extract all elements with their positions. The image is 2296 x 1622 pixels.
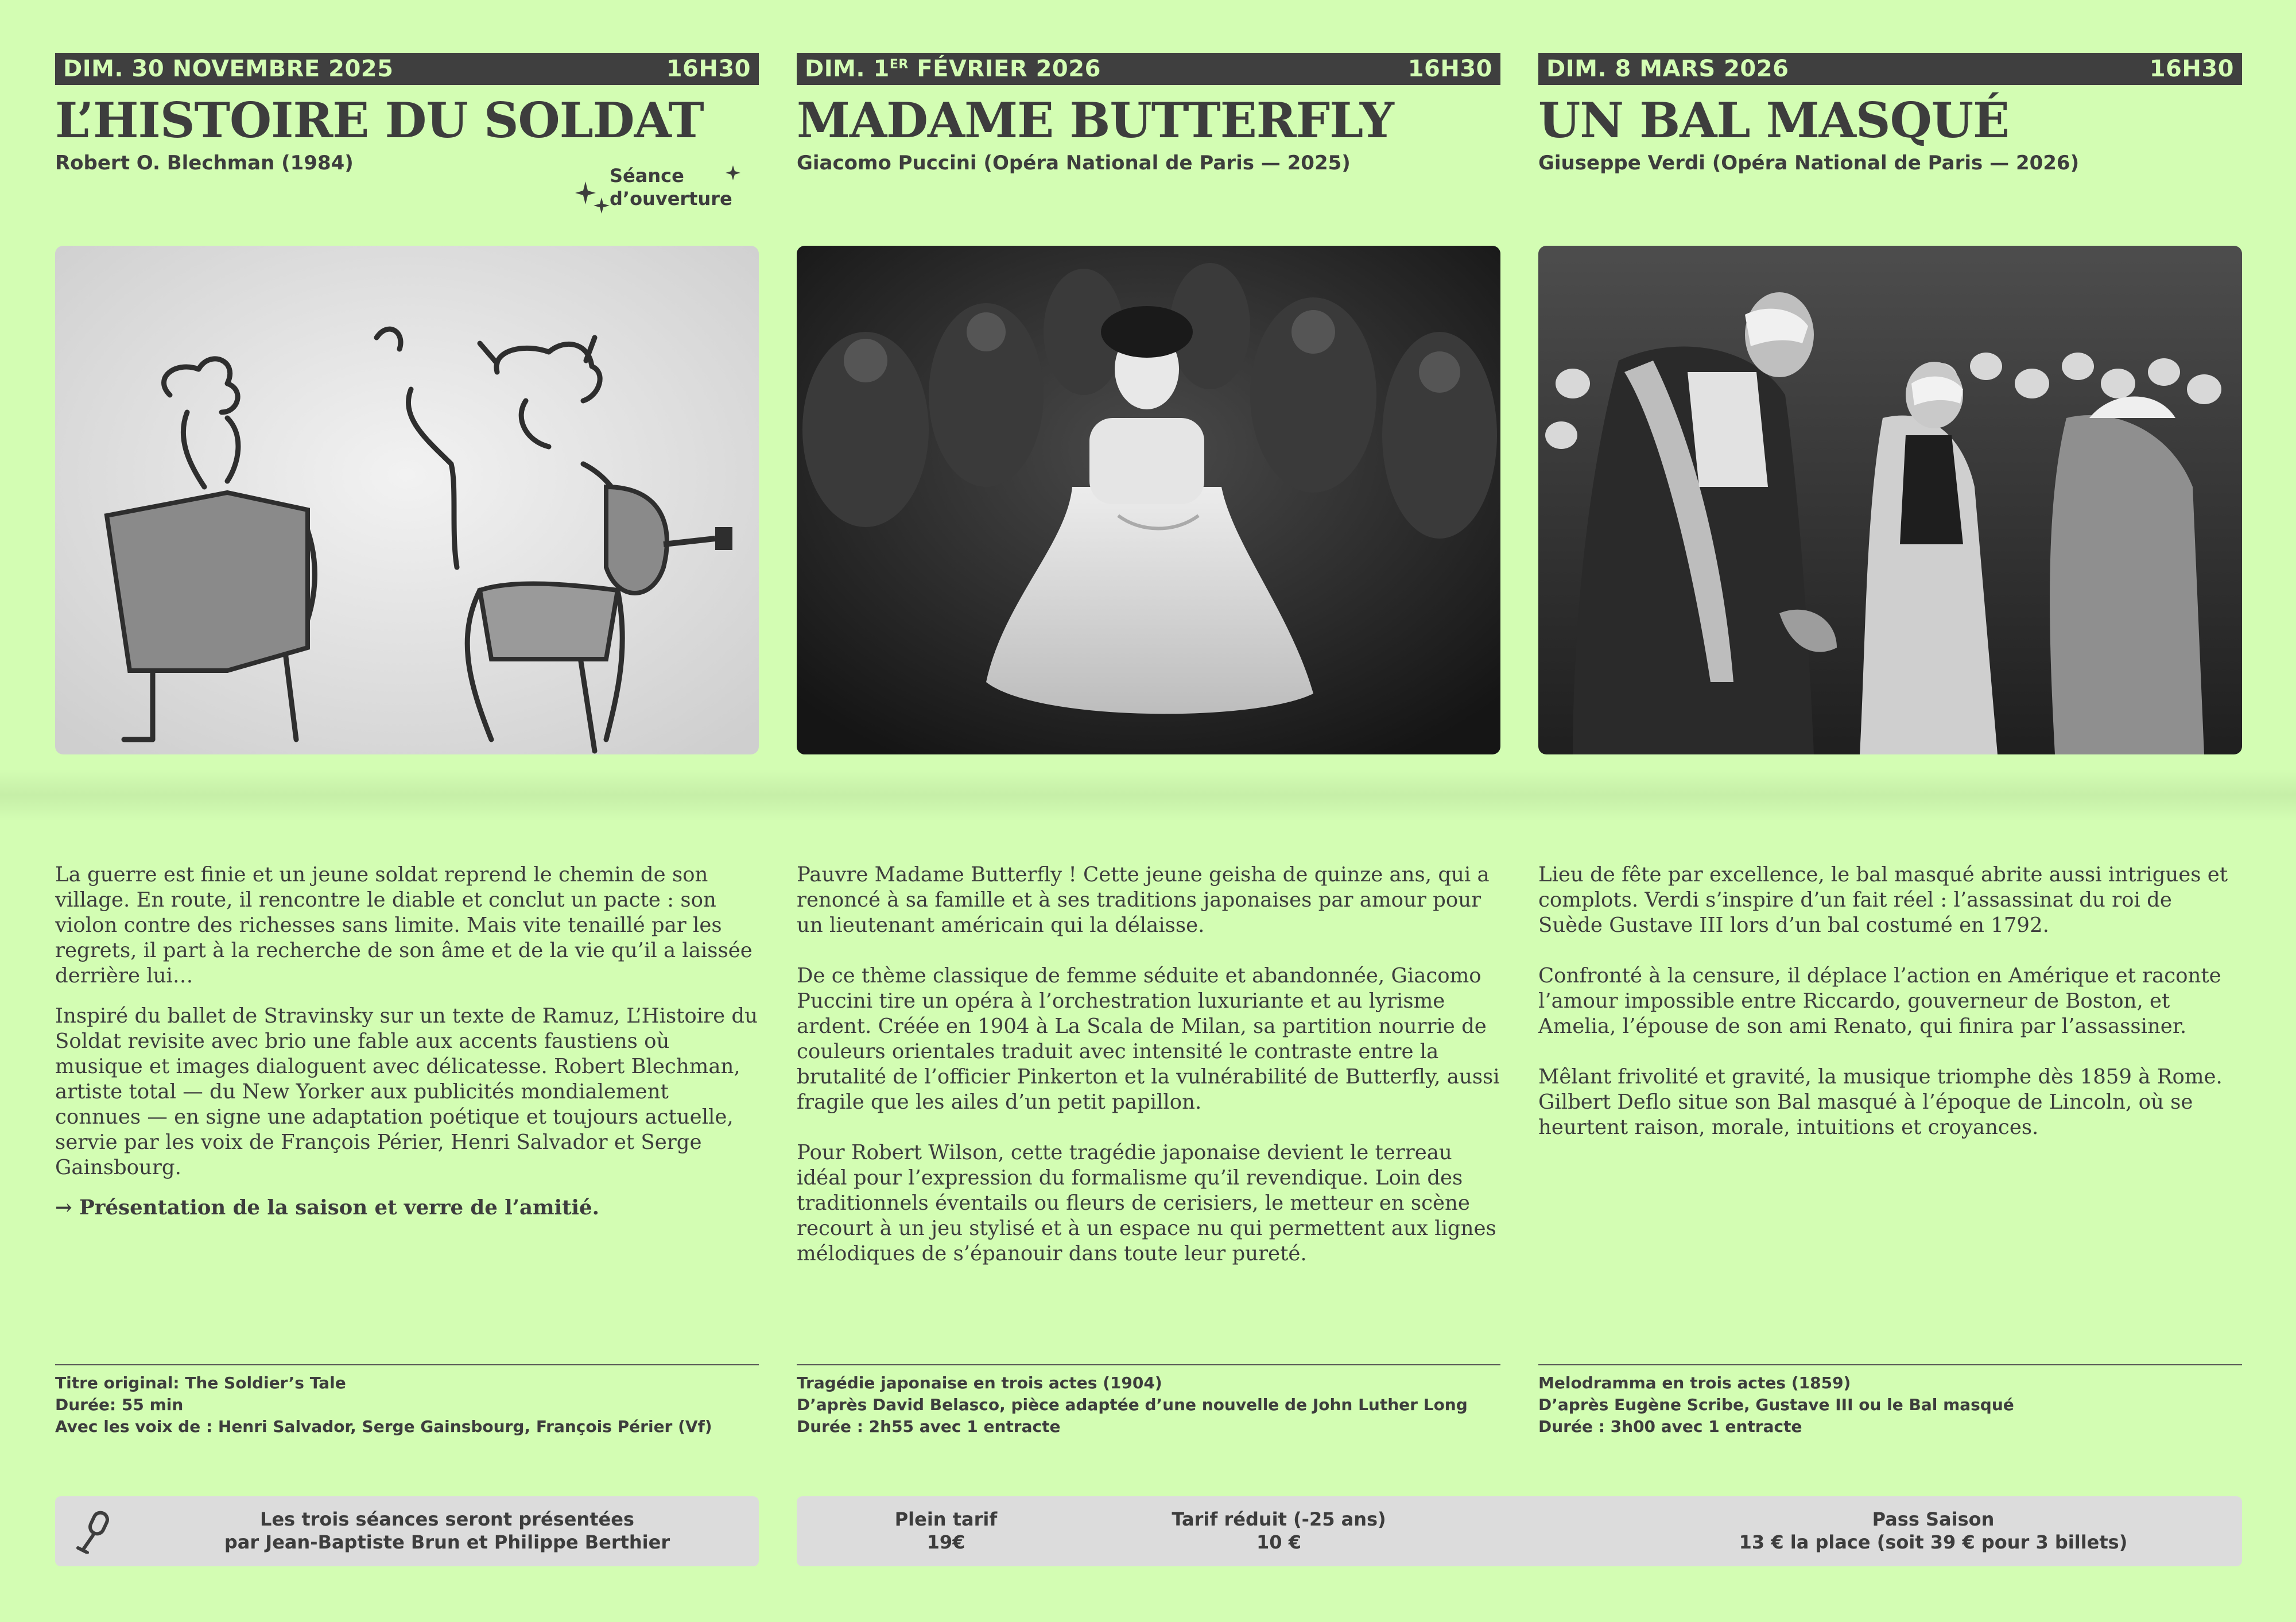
price-value: 10 € — [1256, 1531, 1301, 1553]
event-description — [797, 862, 1500, 1282]
price-label: Tarif réduit (-25 ans) — [1172, 1508, 1386, 1530]
presenters-box — [55, 1496, 759, 1566]
meta-line: D’après Eugène Scribe, Gustave III ou le Bal masqué — [1538, 1395, 2014, 1414]
event-time: 16H30 — [2149, 56, 2234, 82]
pricing-box — [797, 1496, 2242, 1566]
meta-line: Durée : 3h00 avec 1 entracte — [1538, 1417, 1802, 1436]
event-title: L’HISTOIRE DU SOLDAT — [55, 92, 704, 149]
price-season-pass — [1669, 1508, 2197, 1554]
opening-session-badge — [575, 163, 759, 226]
badge-line-2: d’ouverture — [610, 188, 732, 210]
presenters-line-2: par Jean-Baptiste Brun et Philippe Berthier — [224, 1531, 670, 1553]
event-photo — [797, 246, 1500, 754]
event-subtitle: Giuseppe Verdi (Opéra National de Paris — 2026) — [1538, 152, 2080, 175]
price-full — [797, 1508, 1095, 1554]
event-meta — [55, 1364, 759, 1438]
meta-line: D’après David Belasco, pièce adaptée d’une nouvelle de John Luther Long — [797, 1395, 1468, 1414]
price-value: 13 € la place (soit 39 € pour 3 billets) — [1739, 1531, 2128, 1553]
event-illustration — [55, 246, 759, 754]
presenters-line-1: Les trois séances seront présentées — [260, 1508, 634, 1530]
description-paragraph: Confronté à la censure, il déplace l’action en Amérique et raconte l’amour impossible entre Riccardo, gouverneur de Boston, et Amelia, l’épouse de son ami Renato, qui finira par l’assassiner. — [1538, 964, 2221, 1038]
meta-line: Avec les voix de : Henri Salvador, Serge Gainsbourg, François Périer (Vf) — [55, 1417, 712, 1436]
event-photo — [1538, 246, 2242, 754]
page-fold-shadow — [0, 769, 2296, 821]
event-description — [1538, 862, 2242, 1155]
description-paragraph: La guerre est finie et un jeune soldat reprend le chemin de son village. En route, il rencontre le diable et conclut un pacte : son violon contre des richesses sans limite. Mais vite tenaillé par les regrets, il part à la recherche de son âme et de la vie qu’il a laissée derrière lui… — [55, 863, 753, 988]
badge-line-1: Séance — [610, 165, 684, 187]
event-column-1 — [55, 53, 759, 1436]
event-time: 16H30 — [666, 56, 751, 82]
event-date: DIM. 30 NOVEMBRE 2025 — [63, 56, 394, 82]
event-date — [805, 56, 1101, 82]
description-paragraph: Pauvre Madame Butterfly ! Cette jeune geisha de quinze ans, qui a renoncé à sa famille et à ses traditions japonaises par amour pour un lieutenant américain qui la délaisse. — [797, 863, 1490, 937]
meta-line: Titre original: The Soldier’s Tale — [55, 1373, 346, 1392]
description-paragraph: Lieu de fête par excellence, le bal masqué abrite aussi intrigues et complots. Verdi s’inspire d’un fait réel : l’assassinat du roi de Suède Gustave III lors d’un bal costumé en 1792. — [1538, 863, 2228, 937]
event-subtitle: Giacomo Puccini (Opéra National de Paris — 2025) — [797, 152, 1351, 175]
price-reduced — [1118, 1508, 1440, 1554]
event-meta — [1538, 1364, 2242, 1438]
event-meta — [797, 1364, 1500, 1438]
date-bar — [55, 53, 759, 85]
price-value: 19€ — [926, 1531, 965, 1553]
price-label: Pass Saison — [1872, 1508, 1995, 1530]
microphone-icon — [72, 1510, 113, 1554]
event-column-2 — [797, 53, 1500, 1436]
event-description — [55, 862, 759, 1236]
date-bar — [797, 53, 1500, 85]
event-time: 16H30 — [1407, 56, 1492, 82]
date-bar — [1538, 53, 2242, 85]
description-paragraph: De ce thème classique de femme séduite et abandonnée, Giacomo Puccini tire un opéra à l’orchestration luxuriante et au lyrisme ardent. Créée en 1904 à La Scala de Milan, sa partition nourrie de couleurs orientales traduit avec intensité le contraste entre la brutalité de l’officier Pinkerton et la vulnérabilité de Butterfly, aussi fragile que les ailes d’un petit papillon. — [797, 964, 1500, 1114]
meta-line: Tragédie japonaise en trois actes (1904) — [797, 1373, 1162, 1392]
meta-line: Melodramma en trois actes (1859) — [1538, 1373, 1851, 1392]
event-column-3 — [1538, 53, 2242, 1436]
date-part: FÉVRIER 2026 — [908, 56, 1101, 82]
event-subtitle: Robert O. Blechman (1984) — [55, 152, 354, 175]
date-part: DIM. 1 — [805, 56, 890, 82]
description-paragraph: Mêlant frivolité et gravité, la musique triomphe dès 1859 à Rome. Gilbert Deflo situe son Bal masqué à l’époque de Lincoln, où se heurtent raison, morale, intuitions et croyances. — [1538, 1065, 2223, 1139]
event-title: UN BAL MASQUÉ — [1538, 92, 2010, 149]
event-date: DIM. 8 MARS 2026 — [1546, 56, 1789, 82]
presenters-note — [135, 1508, 759, 1554]
description-paragraph: Inspiré du ballet de Stravinsky sur un texte de Ramuz, L’Histoire du Soldat revisite avec brio une fable aux accents faustiens où musique et images dialoguent avec délicatesse. Robert Blechman, artiste total — du New Yorker aux publicités mondialement connues — en signe une adaptation poétique et toujours actuelle, servie par les voix de François Périer, Henri Salvador et Serge Gainsbourg. — [55, 1004, 758, 1179]
description-note: → Présentation de la saison et verre de l’amitié. — [55, 1196, 599, 1220]
date-superscript: ER — [889, 57, 909, 72]
price-label: Plein tarif — [894, 1508, 998, 1530]
badge-text — [610, 164, 732, 210]
meta-line: Durée : 2h55 avec 1 entracte — [797, 1417, 1061, 1436]
meta-line: Durée: 55 min — [55, 1395, 184, 1414]
event-title: MADAME BUTTERFLY — [797, 92, 1394, 149]
description-paragraph: Pour Robert Wilson, cette tragédie japonaise devient le terreau idéal pour l’expression du formalisme qu’il revendique. Loin des traditionnels éventails ou fleurs de cerisiers, le metteur en scène recourt à un jeu stylisé et à un espace nu qui permettent aux lignes mélodiques de s’épanouir dans toute leur pureté. — [797, 1141, 1496, 1265]
